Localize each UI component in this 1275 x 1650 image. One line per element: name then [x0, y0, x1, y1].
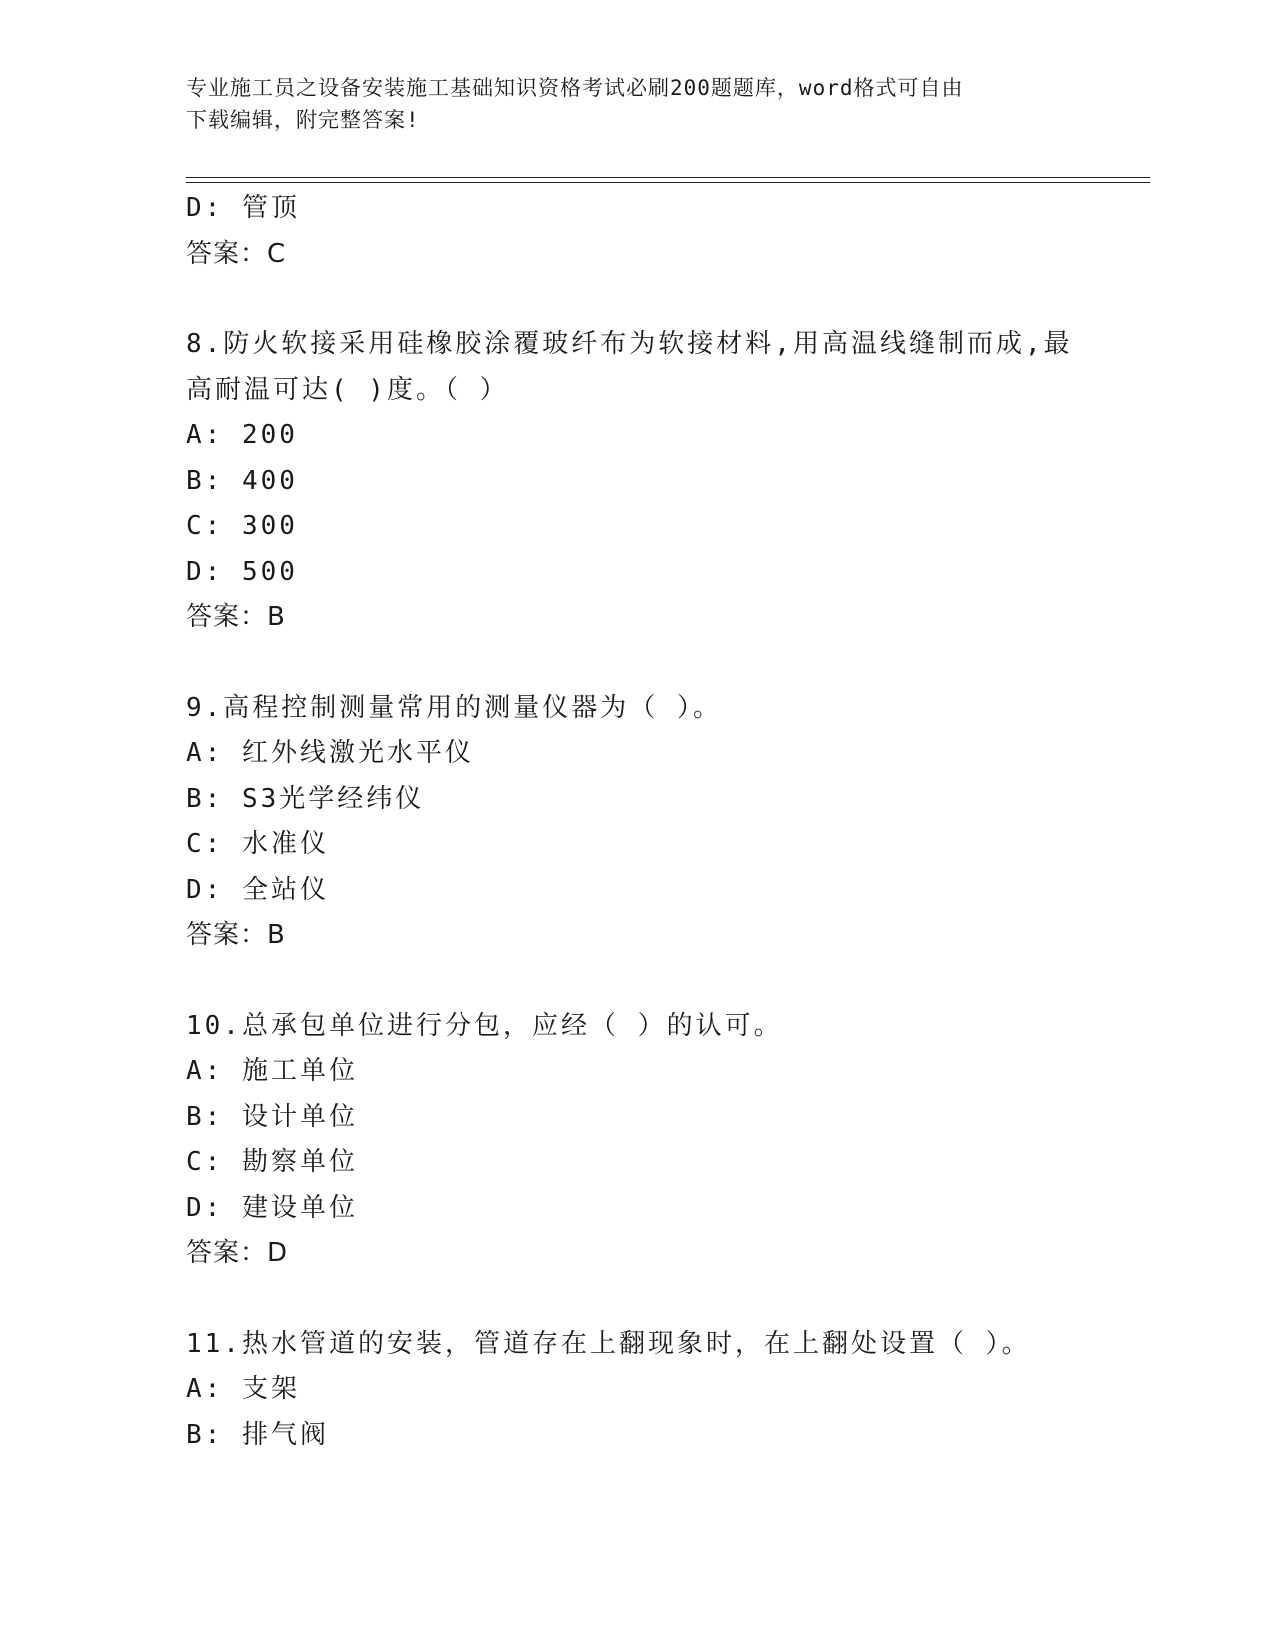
question-text: 8.防火软接采用硅橡胶涂覆玻纤布为软接材料,用高温线缝制而成,最 [186, 329, 1073, 359]
option-b: B: 400 [186, 465, 298, 496]
option-c: C: 水准仪 [186, 829, 329, 859]
question-text-continued: 高耐温可达( )度。（ ） [186, 374, 509, 405]
answer-line: 答案：B [186, 602, 286, 632]
option-a: A: 200 [186, 420, 298, 450]
option-a: A: 支架 [186, 1374, 300, 1404]
option-b: B: 排气阀 [186, 1419, 329, 1450]
header-line-1: 专业施工员之设备安装施工基础知识资格考试必刷200题题库，word格式可自由 [186, 76, 964, 100]
question-7-tail [186, 186, 1086, 277]
option-a: A: 施工单位 [186, 1056, 358, 1086]
answer-line: 答案：D [186, 1238, 289, 1268]
option-d: D: 管顶 [186, 193, 300, 223]
answer-line: 答案：B [186, 920, 286, 950]
question-text: 9.高程控制测量常用的测量仪器为（ ）。 [186, 692, 722, 723]
option-d: D: 建设单位 [186, 1192, 358, 1223]
document-header [186, 72, 1076, 136]
option-a: A: 红外线激光水平仪 [186, 738, 474, 768]
question-9 [186, 686, 1086, 959]
option-c: C: 300 [186, 511, 298, 541]
option-c: C: 勘察单位 [186, 1147, 358, 1177]
spacer [186, 959, 1086, 1004]
spacer [186, 1277, 1086, 1322]
answer-line: 答案：C [186, 238, 287, 269]
header-divider-bottom [186, 182, 1150, 183]
question-text: 10.总承包单位进行分包，应经（ ）的认可。 [186, 1010, 783, 1041]
question-10 [186, 1004, 1086, 1277]
option-b: B: 设计单位 [186, 1101, 358, 1132]
question-8 [186, 322, 1086, 641]
question-text: 11.热水管道的安装，管道存在上翻现象时，在上翻处设置（ ）。 [186, 1328, 1031, 1359]
header-line-2: 下载编辑，附完整答案! [186, 108, 420, 132]
spacer [186, 277, 1086, 322]
option-d: D: 500 [186, 556, 298, 587]
option-d: D: 全站仪 [186, 874, 329, 905]
spacer [186, 641, 1086, 686]
header-divider-top [186, 177, 1150, 178]
option-b: B: S3光学经纬仪 [186, 783, 425, 814]
question-list [186, 186, 1086, 1458]
question-11 [186, 1322, 1086, 1459]
